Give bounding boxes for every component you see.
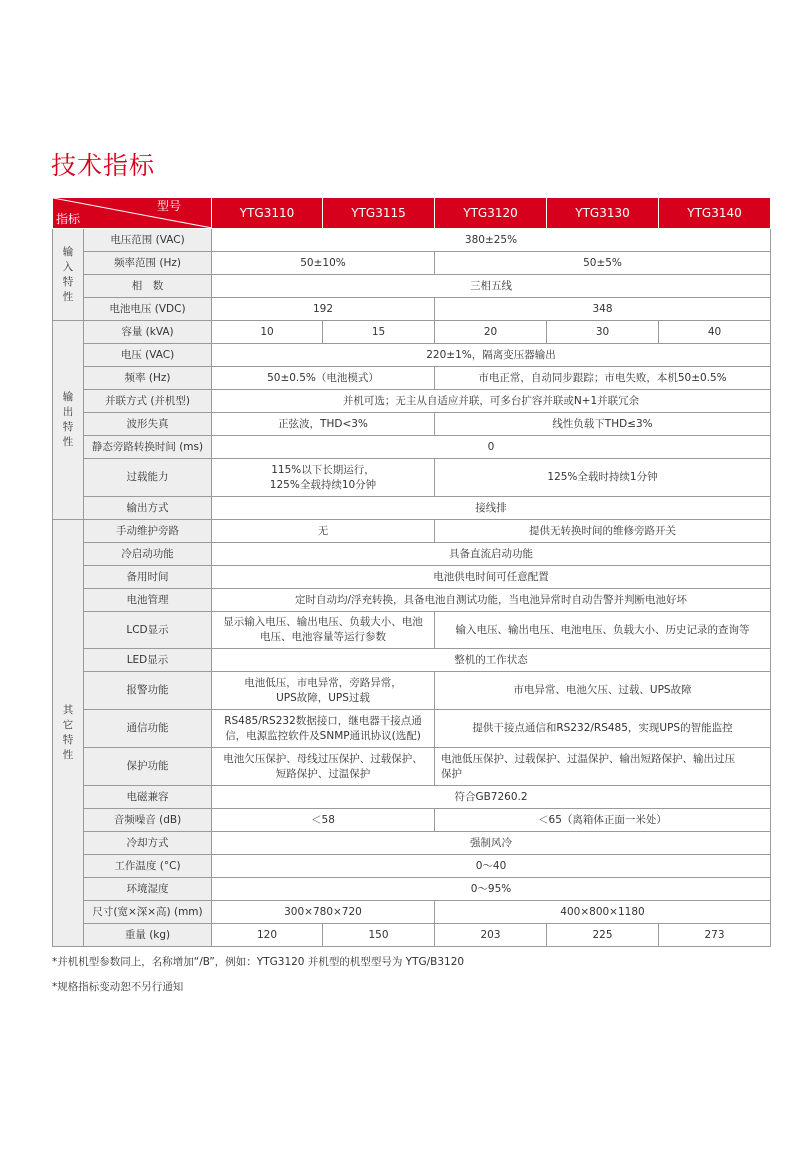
cell-line: 短路保护、过温保护 xyxy=(275,767,371,780)
row-label: 并联方式 (并机型) xyxy=(84,390,212,413)
table-row xyxy=(53,612,771,649)
cell: 提供干接点通信和RS232/RS485，实现UPS的智能监控 xyxy=(435,710,771,748)
footnote: *并机机型参数同上，名称增加“/B”，例如：YTG3120 并机型的机型型号为 YTG/B3120 xyxy=(52,956,465,968)
cell-line: 显示输入电压、输出电压、负载大小、电池 xyxy=(223,616,423,628)
row-label: 工作温度 (°C) xyxy=(84,855,212,878)
table-row xyxy=(53,649,771,672)
table-row xyxy=(53,589,771,612)
model-header: YTG3120 xyxy=(435,198,547,229)
row-label: 手动维护旁路 xyxy=(84,520,212,543)
cell xyxy=(212,459,435,497)
cell: 273 xyxy=(659,924,771,947)
cell: 电池供电时间可任意配置 xyxy=(212,566,771,589)
cell: 整机的工作状态 xyxy=(212,649,771,672)
row-label: 电压 (VAC) xyxy=(84,344,212,367)
table-row xyxy=(53,390,771,413)
cell: ＜65（离箱体正面一米处） xyxy=(435,809,771,832)
cell: 提供无转换时间的维修旁路开关 xyxy=(435,520,771,543)
cell: 无 xyxy=(212,520,435,543)
cell: 0～40 xyxy=(212,855,771,878)
cell-line: 电池低压保护、过载保护、过温保护、输出短路保护、输出过压 xyxy=(441,752,735,765)
row-label: 过载能力 xyxy=(84,459,212,497)
cell: 市电正常，自动同步跟踪；市电失败，本机50±0.5% xyxy=(435,367,771,390)
cell xyxy=(212,710,435,748)
cell-line: 保护 xyxy=(441,767,462,780)
cell: 0 xyxy=(212,436,771,459)
table-row xyxy=(53,566,771,589)
cell: 市电异常、电池欠压、过载、UPS故障 xyxy=(435,672,771,710)
group-char: 输 xyxy=(62,245,74,258)
cell: ＜58 xyxy=(212,809,435,832)
cell: 20 xyxy=(435,321,547,344)
table-row xyxy=(53,497,771,520)
header-row xyxy=(53,198,771,229)
row-label: 电磁兼容 xyxy=(84,786,212,809)
cell: 接线排 xyxy=(212,497,771,520)
group-char: 入 xyxy=(62,260,74,273)
group-char: 特 xyxy=(62,275,74,288)
row-label: 电池管理 xyxy=(84,589,212,612)
group-char: 其 xyxy=(62,704,74,716)
row-label: 频率范围 (Hz) xyxy=(84,252,212,275)
cell: 380±25% xyxy=(212,229,771,252)
cell: 348 xyxy=(435,298,771,321)
table-row xyxy=(53,252,771,275)
cell: 225 xyxy=(547,924,659,947)
cell: 强制风冷 xyxy=(212,832,771,855)
row-label: 保护功能 xyxy=(84,748,212,786)
table-row xyxy=(53,543,771,566)
cell: 线性负载下THD≤3% xyxy=(435,413,771,436)
table-row xyxy=(53,832,771,855)
cell-line: 信，电源监控软件及SNMP通讯协议(选配) xyxy=(225,729,421,742)
group-char: 输 xyxy=(62,391,74,403)
table-row xyxy=(53,786,771,809)
cell: 125%全载时持续1分钟 xyxy=(435,459,771,497)
group-char: 性 xyxy=(62,749,74,761)
table-row xyxy=(53,413,771,436)
table-row xyxy=(53,710,771,748)
group-char: 性 xyxy=(62,290,74,303)
row-label: 静态旁路转换时间 (ms) xyxy=(84,436,212,459)
group-output xyxy=(53,321,84,520)
row-label: 输出方式 xyxy=(84,497,212,520)
footnotes xyxy=(52,953,464,1003)
spec-table xyxy=(52,197,771,947)
model-header: YTG3130 xyxy=(547,198,659,229)
row-label: LED显示 xyxy=(84,649,212,672)
cell: 150 xyxy=(323,924,435,947)
cell-line: UPS故障，UPS过载 xyxy=(276,691,370,704)
cell-line: 电压、电池容量等运行参数 xyxy=(260,631,386,643)
row-label: 冷却方式 xyxy=(84,832,212,855)
group-char: 性 xyxy=(62,436,74,448)
table-row xyxy=(53,344,771,367)
cell: 符合GB7260.2 xyxy=(212,786,771,809)
table-row xyxy=(53,809,771,832)
group-char: 特 xyxy=(62,734,74,746)
table-row xyxy=(53,459,771,497)
cell: 定时自动均/浮充转换，具备电池自测试功能，当电池异常时自动告警并判断电池好坏 xyxy=(212,589,771,612)
cell: 400×800×1180 xyxy=(435,901,771,924)
model-label: 型号 xyxy=(156,199,181,213)
cell xyxy=(435,748,771,786)
cell-line: 电池欠压保护、母线过压保护、过载保护、 xyxy=(223,752,423,765)
cell: 具备直流启动功能 xyxy=(212,543,771,566)
table-row xyxy=(53,520,771,543)
group-input xyxy=(53,229,84,321)
table-row xyxy=(53,298,771,321)
model-header: YTG3110 xyxy=(212,198,323,229)
row-label: 波形失真 xyxy=(84,413,212,436)
table-row xyxy=(53,321,771,344)
row-label: LCD显示 xyxy=(84,612,212,649)
cell: 220±1%，隔离变压器输出 xyxy=(212,344,771,367)
row-label: 容量 (kVA) xyxy=(84,321,212,344)
footnote: *规格指标变动恕不另行通知 xyxy=(52,981,184,993)
cell: 正弦波，THD<3% xyxy=(212,413,435,436)
cell-line: RS485/RS232数据接口，继电器干接点通 xyxy=(224,714,422,727)
table-row xyxy=(53,901,771,924)
cell: 40 xyxy=(659,321,771,344)
table-row xyxy=(53,229,771,252)
page-title: 技术指标 xyxy=(51,151,156,180)
cell: 50±10% xyxy=(212,252,435,275)
cell: 0～95% xyxy=(212,878,771,901)
row-label: 尺寸(宽×深×高) (mm) xyxy=(84,901,212,924)
cell-line: 125%全载持续10分钟 xyxy=(269,478,377,491)
model-header: YTG3140 xyxy=(659,198,771,229)
row-label: 相 数 xyxy=(84,275,212,298)
row-label: 电压范围 (VAC) xyxy=(84,229,212,252)
table-row xyxy=(53,748,771,786)
cell xyxy=(212,748,435,786)
cell: 10 xyxy=(212,321,323,344)
header-corner xyxy=(53,198,212,229)
table-row xyxy=(53,855,771,878)
table-row xyxy=(53,367,771,390)
group-char: 出 xyxy=(62,406,74,418)
row-label: 备用时间 xyxy=(84,566,212,589)
cell: 输入电压、输出电压、电池电压、负载大小、历史记录的查询等 xyxy=(435,612,771,649)
row-label: 通信功能 xyxy=(84,710,212,748)
group-char: 特 xyxy=(62,421,74,433)
row-label: 重量 (kg) xyxy=(84,924,212,947)
table-row xyxy=(53,436,771,459)
cell xyxy=(212,612,435,649)
cell xyxy=(212,672,435,710)
cell: 30 xyxy=(547,321,659,344)
cell: 并机可选；无主从自适应并联，可多台扩容并联或N+1并联冗余 xyxy=(212,390,771,413)
row-label: 频率 (Hz) xyxy=(84,367,212,390)
cell-line: 电池低压，市电异常，旁路异常， xyxy=(244,676,402,689)
row-label: 音频噪音 (dB) xyxy=(84,809,212,832)
cell: 50±5% xyxy=(435,252,771,275)
group-char: 它 xyxy=(62,719,74,731)
cell: 三相五线 xyxy=(212,275,771,298)
table-row xyxy=(53,878,771,901)
cell: 192 xyxy=(212,298,435,321)
cell: 203 xyxy=(435,924,547,947)
group-other xyxy=(53,520,84,947)
cell: 300×780×720 xyxy=(212,901,435,924)
cell: 15 xyxy=(323,321,435,344)
spec-label: 指标 xyxy=(56,212,81,226)
table-row xyxy=(53,672,771,710)
row-label: 环境湿度 xyxy=(84,878,212,901)
model-header: YTG3115 xyxy=(323,198,435,229)
cell: 120 xyxy=(212,924,323,947)
cell: 50±0.5%（电池模式） xyxy=(212,367,435,390)
table-row xyxy=(53,275,771,298)
row-label: 电池电压 (VDC) xyxy=(84,298,212,321)
row-label: 报警功能 xyxy=(84,672,212,710)
cell-line: 115%以下长期运行， xyxy=(271,463,375,476)
row-label: 冷启动功能 xyxy=(84,543,212,566)
table-row xyxy=(53,924,771,947)
